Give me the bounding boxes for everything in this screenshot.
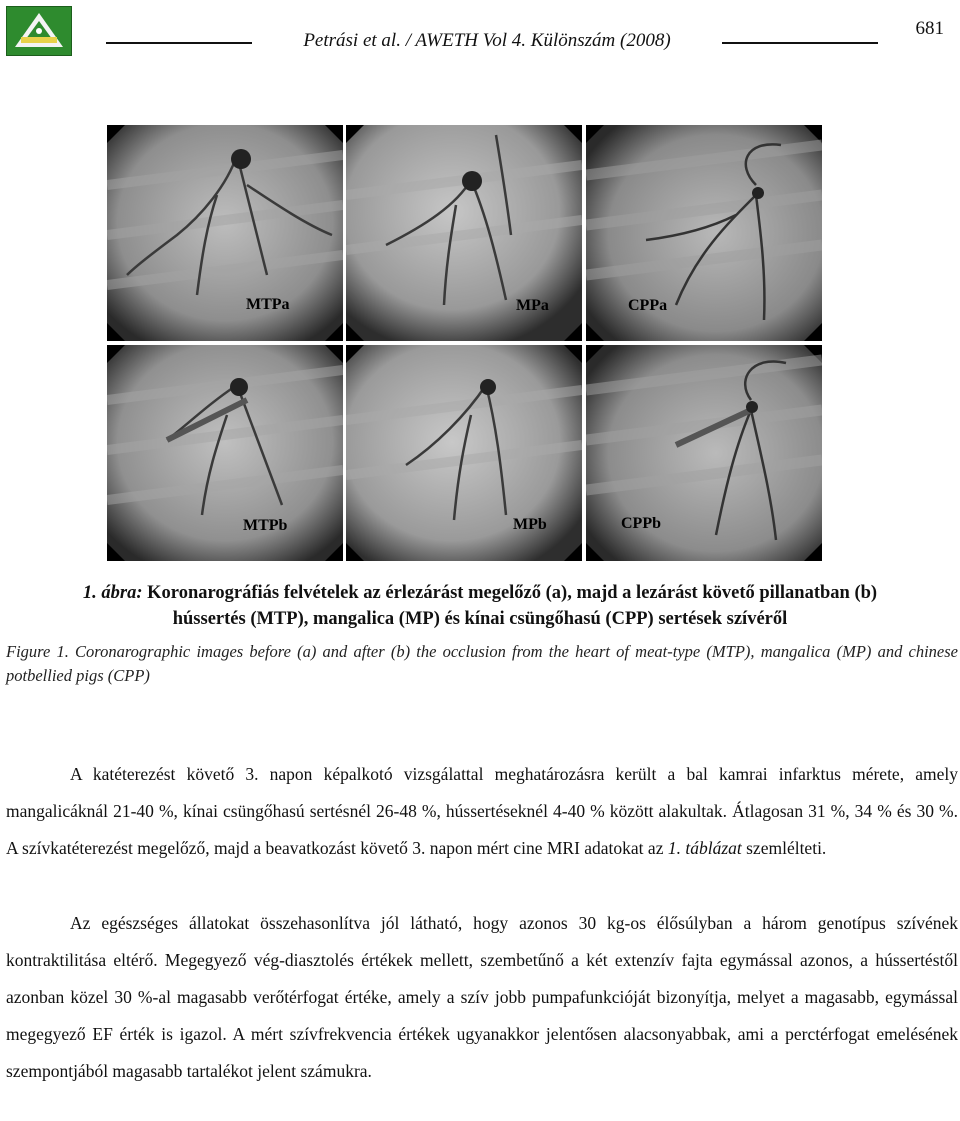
header-rule-left [106,42,252,44]
panel-label-mpa: MPa [516,297,549,314]
body-paragraph-1 [6,756,958,867]
caption-line-2: hússertés (MTP), mangalica (MP) és kínai csüngőhasú (CPP) sertések szívéről [172,609,788,629]
panel-label-mtpb: MTPb [243,517,288,534]
caption-prefix: 1. ábra: [82,583,143,603]
body-paragraph-2: Az egészséges állatokat összehasonlítva jól látható, hogy azonos 30 kg-os élősúlyban a három genotípus szívének kontraktilitása eltérő. Megegyező vég-diasztolés értékek mellett, szembetűnő a két extenzív fajta egymással azonos, a hússertéstől azonban közel 30 %-al magasabb verőtérfogat értéke, amely a szív jobb pumpafunkcióját bizonyítja, melyet a magasabb, egymással megegyező EF érték is igazol. A mért szívfrekvencia értékek ugyanakkor jelentősen alacsonyabbak, ami a perctérfogat emelésének szempontjából magasabb tartalékot jelent számukra. [6,913,958,1081]
journal-title: Petrási et al. / AWETH Vol 4. Különszám (2008) [303,30,671,51]
panel-label-cppa: CPPa [628,297,668,314]
header-rule-right [722,42,878,44]
paragraph-1-text: A katéterezést követő 3. napon képalkotó vizsgálattal meghatározásra került a bal kamrai infarktus mérete, amely mangalicáknál 21-40 %, kínai csüngőhasú sertésnél 26-48 %, hússertéseknél 4-40 % között alakultak. Átlagosan 31 %, 34 % és 30 %. A szívkatéterezést megelőző, majd a beavatkozást követő 3. napon mért cine MRI adatokat az [6,764,958,858]
page-number: 681 [915,18,944,39]
figure-caption-hungarian [0,580,960,632]
panel-label-cppb: CPPb [621,515,661,532]
xray-panel-mtpb [107,345,343,561]
journal-logo [6,6,72,56]
panel-label-mpb: MPb [513,516,547,533]
paragraph-1-end: szemlélteti. [741,838,827,858]
panel-label-mtpa: MTPa [246,296,290,313]
table-reference: 1. táblázat [667,838,742,858]
caption-line-1: Koronarográfiás felvételek az érlezárást megelőző (a), majd a lezárást követő pillanatban (b) [142,583,878,603]
xray-panel-cppa [586,125,822,341]
xray-panel-mtpa [107,125,343,341]
figure-caption-english: Figure 1. Coronarographic images before (a) and after (b) the occlusion from the heart of meat-type (MTP), mangalica (MP) and chinese potbellied pigs (CPP) [6,642,958,685]
